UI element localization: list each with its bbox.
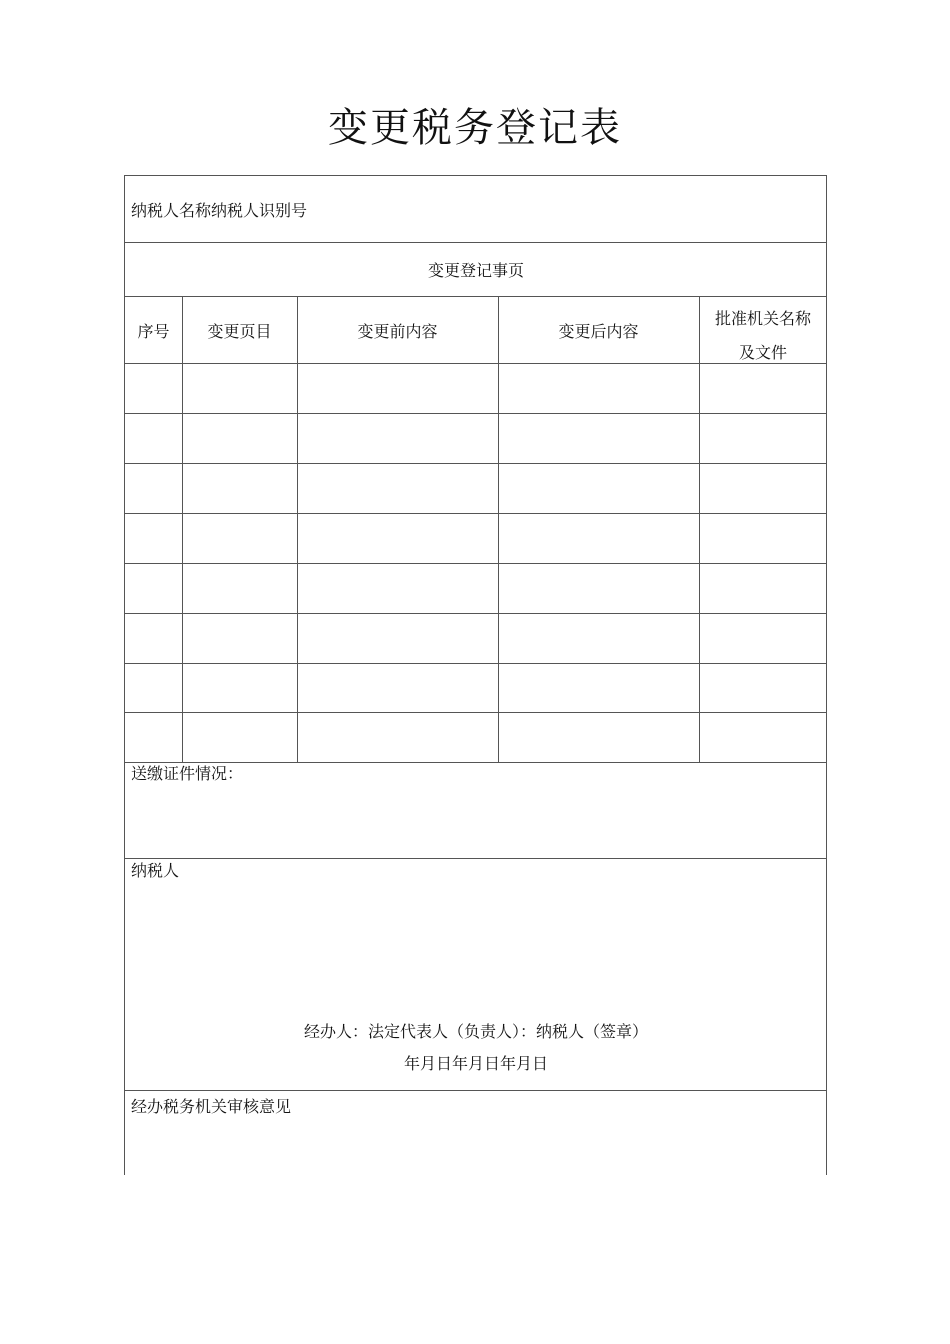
- table-row: [125, 513, 826, 514]
- tax-change-form: [124, 175, 827, 1175]
- col-header-authority-line2: 及文件: [738, 343, 787, 362]
- col-header-after: 变更后内容: [558, 322, 639, 341]
- table-row: [125, 663, 826, 664]
- taxpayer-label: 纳税人: [131, 861, 180, 880]
- table-row: [125, 613, 826, 614]
- table-row: [125, 363, 826, 364]
- col-header-authority-line1: 批准机关名称: [714, 309, 811, 328]
- table-row: [125, 563, 826, 564]
- table-row: [125, 712, 826, 713]
- column-divider: [699, 296, 700, 762]
- divider: [125, 1090, 826, 1091]
- col-header-item: 变更页目: [207, 322, 272, 341]
- section-header: 变更登记事页: [427, 261, 524, 280]
- table-row: [125, 413, 826, 414]
- column-divider: [498, 296, 499, 762]
- col-header-index: 序号: [137, 322, 170, 341]
- review-label: 经办税务机关审核意见: [131, 1097, 292, 1116]
- table-row: [125, 762, 826, 763]
- column-divider: [297, 296, 298, 762]
- form-title: 变更税务登记表: [328, 105, 622, 151]
- divider: [125, 242, 826, 243]
- taxpayer-name-id-label: 纳税人名称纳税人识别号: [131, 201, 308, 220]
- col-header-before: 变更前内容: [357, 322, 438, 341]
- documents-label: 送缴证件情况：: [131, 764, 244, 783]
- divider: [125, 858, 826, 859]
- divider: [125, 296, 826, 297]
- date-line: 年月日年月日年月日: [403, 1054, 548, 1073]
- column-divider: [182, 296, 183, 762]
- table-row: [125, 463, 826, 464]
- signature-line: 经办人：法定代表人（负责人）：纳税人（签章）: [303, 1022, 648, 1041]
